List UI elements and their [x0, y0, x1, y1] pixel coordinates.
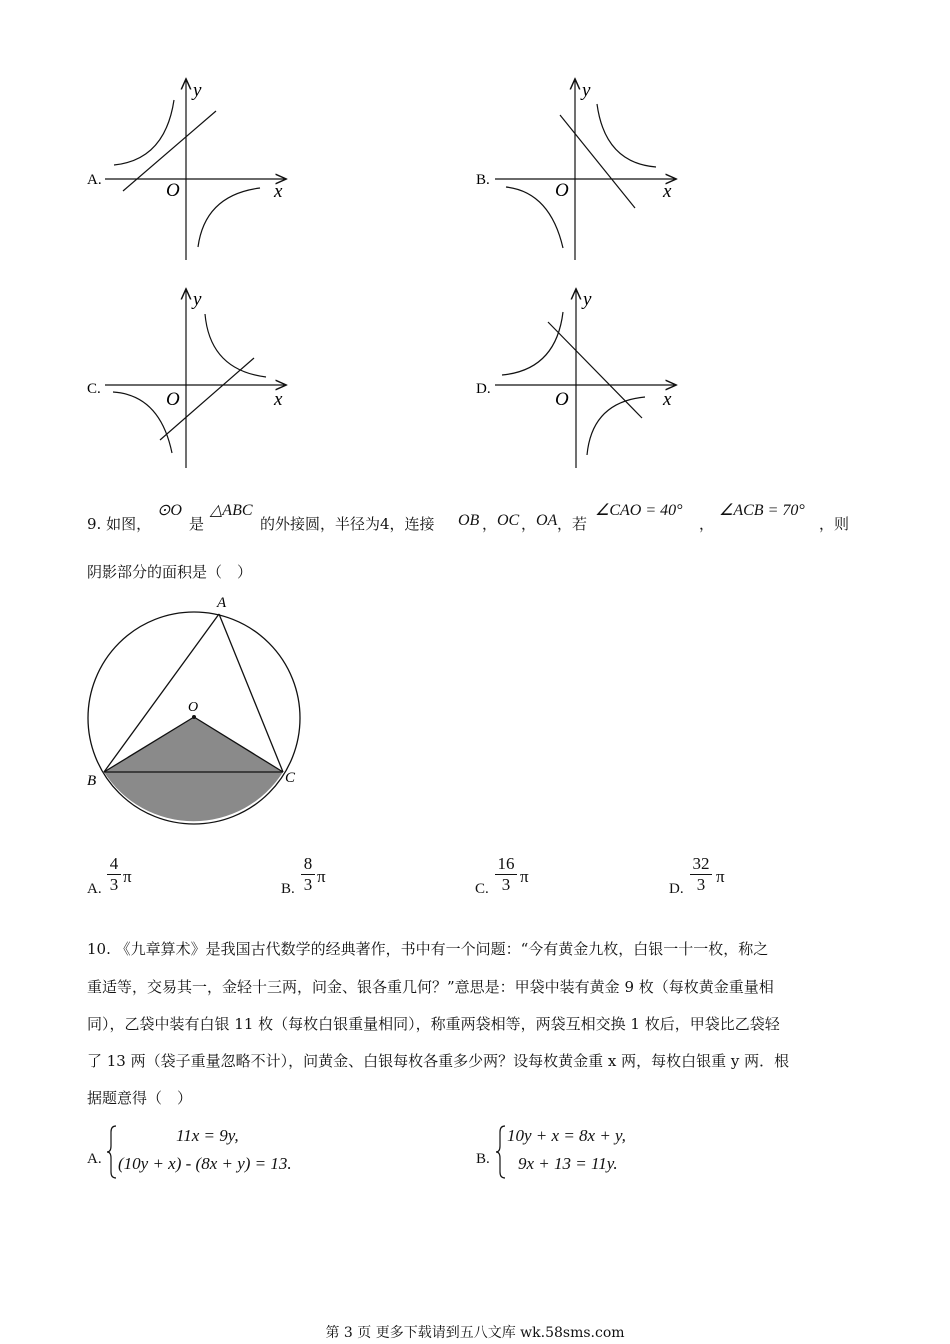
q10-line-1: 10. 《九章算术》是我国古代数学的经典著作，书中有一个问题：“今有黄金九枚，白银一十一枚，称之 [87, 940, 769, 958]
y-axis-label: y [583, 289, 592, 310]
origin-label: O [555, 389, 569, 410]
pi-symbol: π [716, 867, 725, 886]
hyperbola-right-branch [597, 104, 656, 167]
q10-line-2: 重适等，交易其一，金轻十三两，问金、银各重几何？”意思是：甲袋中装有黄金 9 枚（每枚黄金重量相 [87, 978, 774, 996]
fraction: 4 3 [107, 855, 121, 894]
graph-c [87, 289, 285, 468]
graph-b [476, 80, 675, 260]
option-label: A. [87, 172, 102, 188]
label-o: O [188, 700, 199, 715]
fraction: 16 3 [495, 855, 517, 894]
shaded-region [104, 717, 283, 821]
label-b: B [87, 773, 97, 789]
q9-circle: ⊙O [157, 502, 182, 519]
equation-2: 9x + 13 = 11y. [518, 1154, 618, 1173]
q9-number: 9. 如图， [87, 515, 152, 533]
q9-figure [80, 590, 320, 835]
option-label: B. [476, 172, 490, 188]
fraction: 8 3 [301, 855, 315, 894]
label-a: A [217, 595, 227, 611]
q9-ob: OB [458, 512, 480, 529]
hyperbola-right-branch [205, 314, 266, 377]
equation-2: (10y + x) - (8x + y) = 13. [118, 1154, 292, 1173]
x-axis-label: x [274, 181, 283, 202]
equation-1: 11x = 9y, [176, 1126, 239, 1145]
q9-stem-line1: 9. 如图， ⊙O 是 △ABC 的外接圆，半径为4，连接 OB ， OC ， OA ，若 ∠CAO = 40° ， ∠ACB = 70° ，则 [87, 502, 850, 533]
linear-line [560, 115, 635, 208]
graph-d [476, 289, 675, 468]
fraction: 32 3 [690, 855, 712, 894]
origin-label: O [555, 180, 569, 201]
graph-a [87, 80, 285, 260]
q10-line-5: 据题意得（ ） [87, 1089, 193, 1107]
pi-symbol: π [317, 867, 326, 886]
y-axis-label: y [193, 80, 202, 101]
q9-ruo: ，若 [557, 515, 588, 533]
origin-label: O [166, 180, 180, 201]
q10-line-3: 同），乙袋中装有白银 11 枚（每枚白银重量相同），称重两袋相等，两袋互相交换 1 枚后，甲袋比乙袋轻 [87, 1015, 780, 1033]
x-axis-label: x [663, 389, 672, 410]
q9-is: 是 [189, 515, 205, 533]
q9-stem-line2: 阴影部分的面积是（ ） [87, 563, 253, 581]
pi-symbol: π [123, 867, 132, 886]
hyperbola-right-branch [587, 397, 645, 455]
page-footer: 第 3 页 更多下载请到五八文库 wk.58sms.com [325, 1325, 625, 1341]
hyperbola-right-branch [198, 188, 260, 247]
pi-symbol: π [520, 867, 529, 886]
x-axis-label: x [274, 389, 283, 410]
y-axis-label: y [582, 80, 591, 101]
origin-label: O [166, 389, 180, 410]
hyperbola-left-branch [502, 312, 563, 375]
q9-oc: OC [497, 512, 520, 529]
q9-text1: 的外接圆，半径为4，连接 [260, 515, 435, 533]
q10-line-4: 了 13 两（袋子重量忽略不计），问黄金、白银每枚各重多少两？设每枚黄金重 x 两，每枚白银重 y 两．根 [87, 1052, 790, 1070]
q9-triangle: △ABC [210, 502, 253, 519]
q9-ze: ，则 [819, 515, 850, 533]
q9-angle-cao: ∠CAO = 40° [595, 502, 683, 519]
label-c: C [285, 770, 296, 786]
option-label: C. [87, 381, 101, 397]
x-axis-label: x [663, 181, 672, 202]
equation-1: 10y + x = 8x + y, [507, 1126, 626, 1145]
q9-angle-acb: ∠ACB = 70° [719, 502, 805, 519]
y-axis-label: y [193, 289, 202, 310]
hyperbola-left-branch [113, 392, 172, 453]
option-label: D. [476, 381, 491, 397]
q9-oa: OA [536, 512, 558, 529]
left-brace [495, 1124, 507, 1180]
q8-graphs [0, 0, 950, 480]
center-point [192, 715, 196, 719]
left-brace [106, 1124, 118, 1180]
